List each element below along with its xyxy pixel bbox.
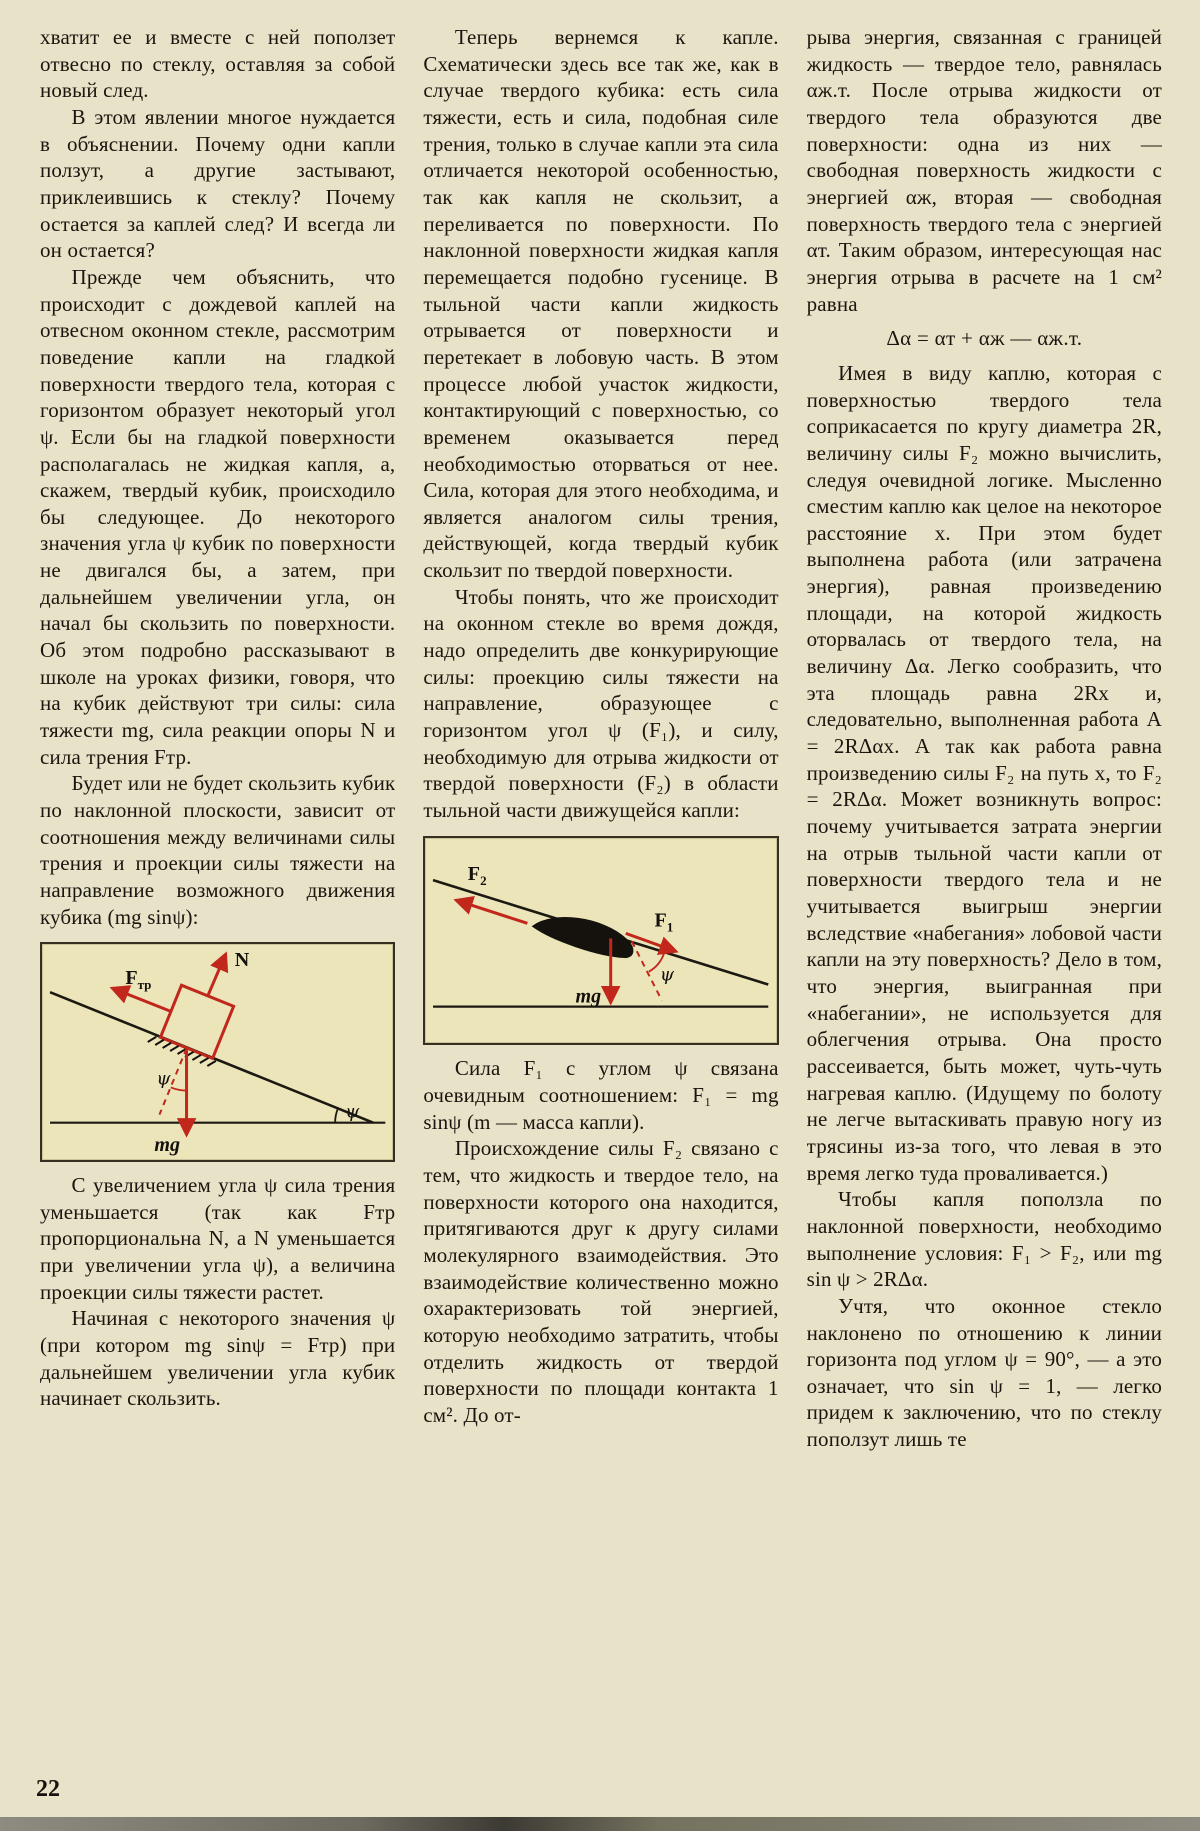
paragraph: Будет или не будет скользить кубик по наклонной плоскости, зависит от соотношения между величинами силы трения и проекции силы тяжести на направление возможного движения кубика (mg sinψ): — [40, 771, 396, 929]
figure-incline-drop — [423, 836, 778, 1046]
force-label-gravity: mg — [575, 985, 602, 1008]
angle-label-cube: ψ — [156, 1068, 171, 1090]
cube-group — [148, 982, 238, 1069]
paragraph: Учтя, что оконное стекло наклонено по отношению к линии горизонта под углом ψ = 90°, — а это означает, что sin ψ = 1, — легко придем к заключению, что по стеклу поползут лишь те — [806, 1293, 1162, 1452]
energy-formula: Δα = αт + αж — αж.т. — [886, 326, 1083, 351]
force-arrow-normal — [208, 954, 226, 996]
paragraph: Происхождение силы F₂ связано с тем, что жидкость и твердое тело, на поверхности которого она находится, притягиваются друг к другу силами молекулярного взаимодействия. Это взаимодействие количественно можно охарактеризовать той энергией, которую необходимо затратить, чтобы отделить жидкость от твердой поверхности по площади контакта 1 см². До от- — [423, 1136, 779, 1427]
paragraph: С увеличением угла ψ сила трения уменьшается (так как Fтр пропорциональна N, а N уменьшается при увеличении угла ψ), а величина проекции силы тяжести растет. — [40, 1173, 396, 1304]
drop-group — [532, 905, 638, 964]
column-1 — [40, 24, 395, 1781]
hatching — [148, 1035, 216, 1069]
paragraph: Начиная с некоторого значения ψ (при котором mg sinψ = Fтр) при дальнейшем увеличении угла кубик начинает скользить. — [40, 1306, 396, 1411]
figure-incline-cube — [40, 942, 395, 1162]
angle-arc-cube — [171, 1088, 187, 1091]
paragraph: Прежде чем объяснить, что происходит с дождевой каплей на отвесном оконном стекле, рассмотрим поведение капли на гладкой поверхности твердого тела, которая с горизонтом образует некоторый угол ψ. Если бы на гладкой поверхности располагалась не жидкая капля, а, скажем, твердый кубик, происходило бы следующее. До некоторого значения угла ψ кубик по поверхности не двигался бы, а затем, при дальнейшем увеличении угла, он начал бы скользить по поверхности. Об этом подробно рассказывают в школе на уроках физики, говоря, что на кубик действуют три силы: сила тяжести mg, сила реакции опоры N и сила трения Fтр. — [40, 264, 396, 769]
scan-edge-artifact — [0, 1817, 1200, 1831]
paragraph: рыва энергия, связанная с границей жидкость — твердое тело, равнялась αж.т. После отрыва жидкости от твердого тела образуются две поверхности: одна из них — свободная поверхность жидкости с энергией αж, вторая — свободная поверхность твердого тела с энергией αт. Таким образом, интересующая нас энергия отрыва в расчете на 1 см² равна — [806, 25, 1162, 316]
column-3 — [807, 24, 1162, 1781]
paragraph: Сила F₁ с углом ψ связана очевидным соотношением: F₁ = mg sinψ (m — масса капли). — [423, 1056, 779, 1134]
force-label-normal: N — [234, 949, 250, 972]
angle-arc-base — [335, 1109, 338, 1123]
incline-drop-diagram — [425, 838, 776, 1044]
paragraph: Имея в виду каплю, которая с поверхностью твердого тела соприкасается по кругу диаметра 2R, величину силы F₂ можно вычислить, следуя очевидной логике. Мысленно сместим каплю как целое на некоторое расстояние x. При этом будет выполнена работа (или затрачена энергия), равная произведению площади, на которой жидкость оторвалась от твердого тела, на величину Δα. Легко сообразить, что эта площадь равна 2Rx и, следовательно, выполненная работа A = 2RΔαx. А так как работа равна произведению силы F₂ на путь x, то F₂ = 2RΔα. Может возникнуть вопрос: почему учитывается затрата энергии на отрыв тыльной части капли от поверхности твердого тела и не учитывается выигрыш энергии вследствие «набегания» лобовой части капли на эту поверхность? Дело в том, что энергия, выигранная при «набегании», не используется для облегчения отрыва. Она просто рассеивается, быть может, чуть-чуть нагревая каплю. (Идущему по болоту не легче вытаскивать правую ногу из трясины из-за того, что левая в это время легко туда проваливается.) — [806, 360, 1162, 1185]
paragraph: В этом явлении многое нуждается в объяснении. Почему одни капли ползут, а другие застывают, приклеившись к стеклу? Почему остается за каплей след? И всегда ли он остается? — [40, 104, 396, 263]
angle-label: ψ — [660, 964, 675, 986]
paragraph: Чтобы понять, что же происходит на оконном стекле во время дождя, надо определить две конкурирующие силы: проекцию силы тяжести на направление, образующее с горизонтом угол ψ (F₁), и силу, необходимую для отрыва жидкости от твердой поверхности (F₂) в области тыльной части движущейся капли: — [423, 584, 779, 823]
force-label-gravity: mg — [154, 1134, 181, 1157]
page-number: 22 — [36, 1776, 60, 1802]
column-2 — [423, 24, 778, 1781]
force-label-friction: $F_{тр}$ — [125, 967, 152, 993]
paragraph: Чтобы капля поползла по наклонной поверхности, необходимо выполнение условия: F₁ > F₂, или mg sin ψ > 2RΔα. — [806, 1187, 1162, 1292]
drop — [532, 905, 638, 964]
incline-cube-diagram — [42, 944, 393, 1160]
angle-label-base: ψ — [345, 1101, 360, 1123]
paragraph: хватит ее и вместе с ней поползет отвесно по стеклу, оставляя за собой новый след. — [40, 25, 396, 103]
paragraph: Теперь вернемся к капле. Схематически здесь все так же, как в случае твердого кубика: есть сила тяжести, есть и сила, подобная силе трения, только в случае капли эта сила отличается некоторой особенностью, так как капля не скользит, а переливается по поверхности. По наклонной поверхности жидкая капля перемещается подобно гусенице. В тыльной части капли жидкость отрывается от поверхности и перетекает в лобовую часть. В этом процессе любой участок жидкости, контактирующий с поверхностью, со временем оказывается перед необходимостью оторваться от нее. Сила, которая для этого необходима, и является аналогом силы трения, действующей, когда твердый кубик скользит по твердой поверхности. — [423, 25, 779, 583]
force-arrow-f2 — [456, 900, 527, 923]
force-label-f2: $F_2$ — [468, 862, 487, 888]
cube — [160, 986, 233, 1059]
force-label-f1: $F_1$ — [654, 909, 674, 935]
